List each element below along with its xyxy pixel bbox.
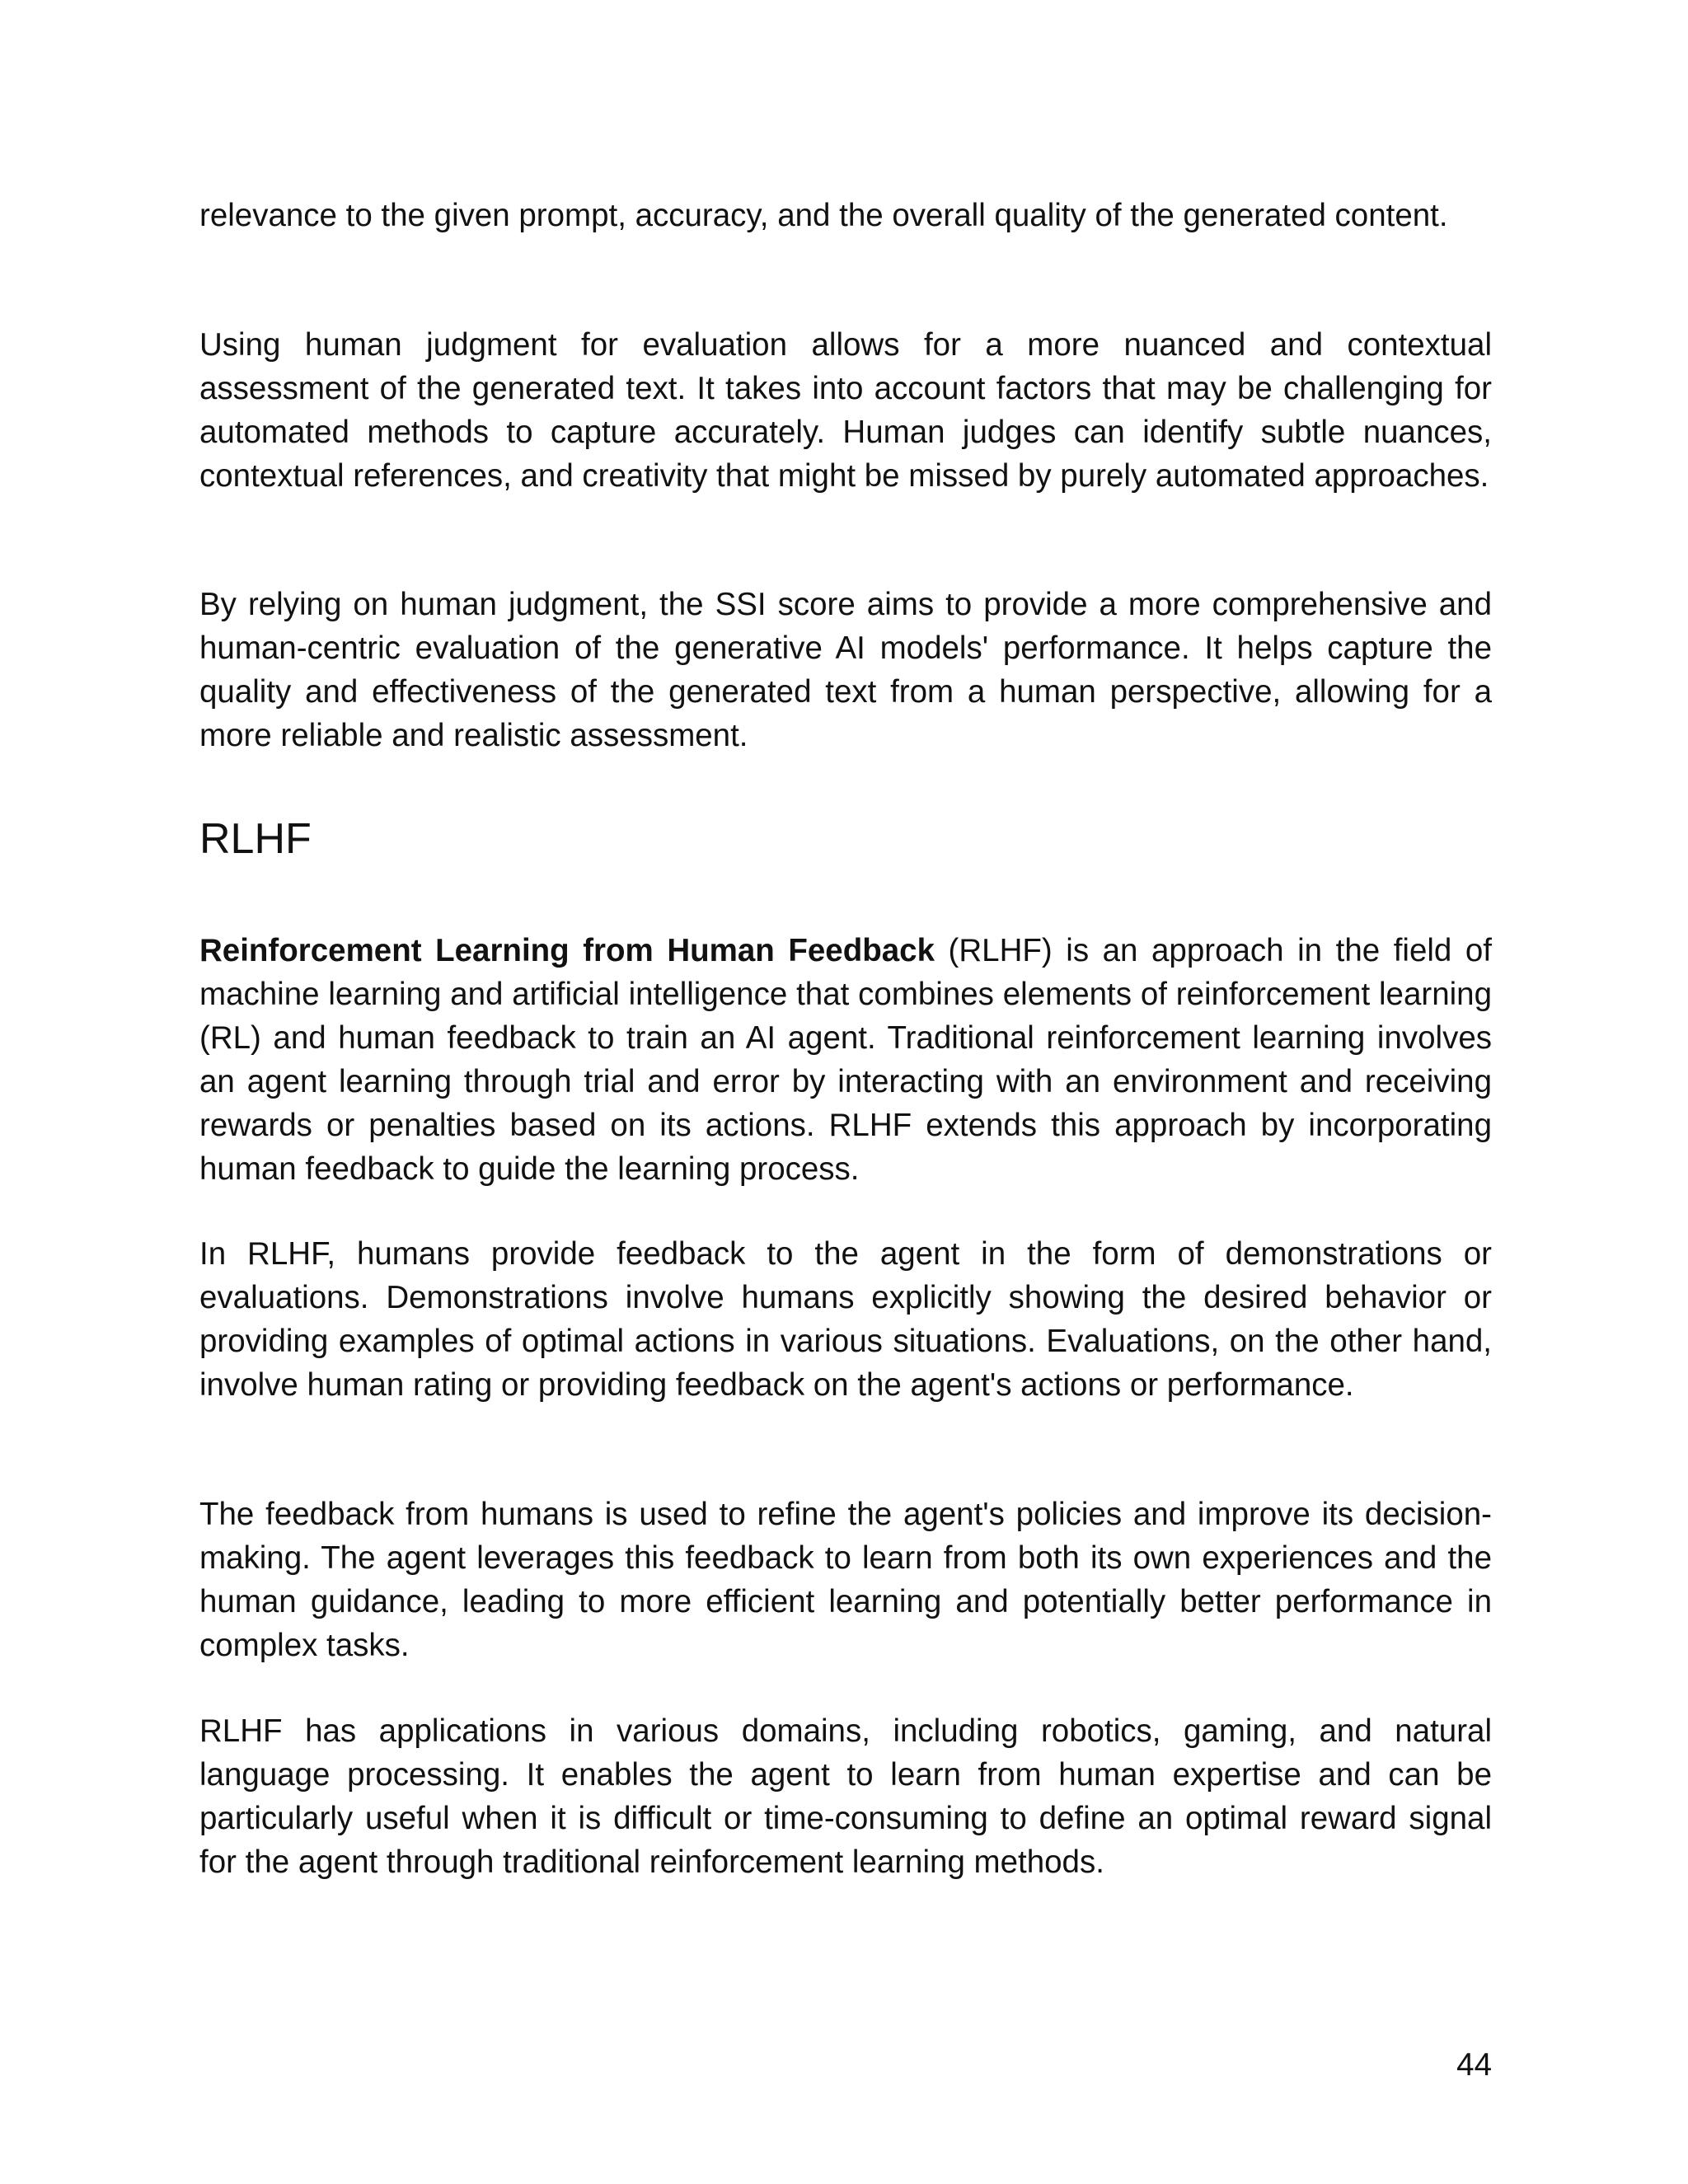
paragraph-human-judgment: Using human judgment for evaluation allows for a more nuanced and contextual assessment of the generated text. It takes into account factors that may be challenging for automated methods to capture accurately. Human judges can identify subtle nuances, contextual references, and creativity that might be missed by purely automated approaches. xyxy=(199,327,1492,494)
paragraph-relevance: relevance to the given prompt, accuracy, and the overall quality of the generated content. xyxy=(199,198,1448,233)
paragraph-rlhf-refine-policies: The feedback from humans is used to refine the agent's policies and improve its decision-making. The agent leverages this feedback to learn from both its own experiences and the human guidance, leading to more efficient learning and potentially better performance in complex tasks. xyxy=(199,1497,1492,1663)
page-number: 44 xyxy=(1456,2047,1492,2083)
paragraph-rlhf-applications: RLHF has applications in various domains, including robotics, gaming, and natural language processing. It enables the agent to learn from human expertise and can be particularly useful when it is difficult or time-consuming to define an optimal reward signal for the agent through traditional reinforcement learning methods. xyxy=(199,1713,1492,1880)
paragraph-rlhf-intro xyxy=(199,929,1492,1191)
paragraph-ssi-score: By relying on human judgment, the SSI score aims to provide a more comprehensive and human-centric evaluation of the generative AI models' performance. It helps capture the quality and effectiveness of the generated text from a human perspective, allowing for a more reliable and realistic assessment. xyxy=(199,587,1492,753)
paragraph-rlhf-feedback-forms: In RLHF, humans provide feedback to the agent in the form of demonstrations or evaluations. Demonstrations involve humans explicitly showing the desired behavior or providing examples of optimal actions in various situations. Evaluations, on the other hand, involve human rating or providing feedback on the agent's actions or performance. xyxy=(199,1236,1492,1403)
rlhf-term-bold: Reinforcement Learning from Human Feedback xyxy=(199,933,935,968)
rlhf-intro-text: (RLHF) is an approach in the field of machine learning and artificial intelligence that combines elements of reinforcement learning (RL) and human feedback to train an AI agent. Traditional reinforcement learning involves an agent learning through trial and error by interacting with an environment and receiving rewards or penalties based on its actions. RLHF extends this approach by incorporating human feedback to guide the learning process. xyxy=(199,933,1493,1187)
section-heading: RLHF xyxy=(199,815,312,863)
